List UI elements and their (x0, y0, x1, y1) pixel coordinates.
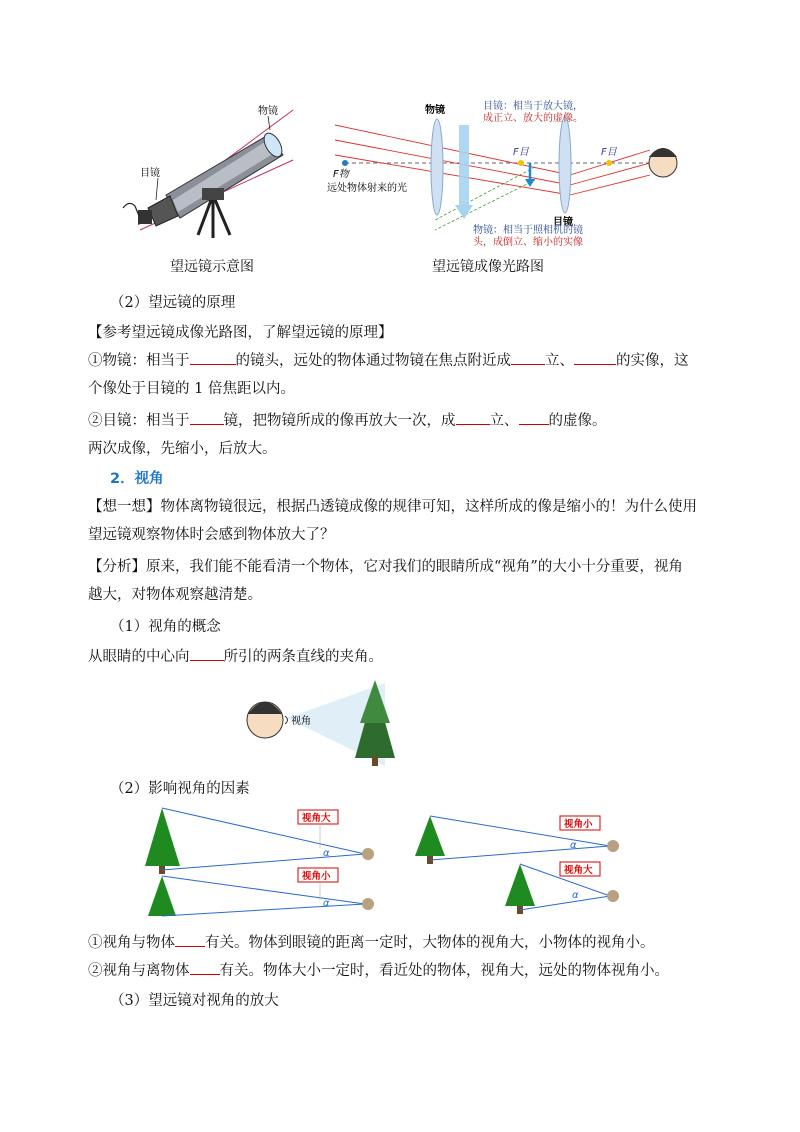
concept-title: （1）视角的概念 (110, 619, 221, 635)
objective-text-d: 的实像，这 (616, 353, 689, 369)
blank-eyepiece-1[interactable] (190, 410, 224, 425)
factors-figure (140, 806, 630, 924)
ray-label-far-light: 远处物体射来的光 (327, 183, 407, 194)
tag-angle-small-left: 视角小 (302, 871, 331, 882)
factor-2-sentence (88, 960, 669, 982)
ray-label-f-obj: F物 (333, 169, 349, 180)
blank-objective-2[interactable] (511, 350, 545, 365)
think-paragraph-2: 望远镜观察物体时会感到物体放大了？ (88, 527, 335, 543)
telescope-label-objective: 物镜 (258, 106, 278, 117)
tag-angle-big-right: 视角大 (564, 865, 593, 876)
eyepiece-text-d: 的虚像。 (548, 413, 607, 429)
alpha-left-2: α (323, 898, 330, 909)
heading-visual-angle: 2．视角 (110, 471, 164, 487)
ray-diagram-figure (325, 95, 695, 250)
ray-note-eyepiece-1: 目镜：相当于放大镜， (483, 101, 583, 112)
blank-factor-2[interactable] (190, 960, 220, 975)
telescope-label-eyepiece: 目镜 (140, 168, 160, 179)
eyepiece-sentence (88, 410, 607, 432)
section-2-reference: 【参考望远镜成像光路图，了解望远镜的原理】 (88, 325, 393, 341)
blank-objective-1[interactable] (190, 350, 236, 365)
blank-eyepiece-2[interactable] (456, 410, 490, 425)
objective-sentence-cont: 个像处于目镜的 1 倍焦距以内。 (88, 381, 295, 397)
eyepiece-text-c: 立、 (489, 413, 519, 429)
section-2-title: （2）望远镜的原理 (110, 295, 236, 311)
ray-label-f-eye-2: F目 (601, 147, 617, 158)
eyepiece-text-a: ②目镜：相当于 (88, 413, 190, 429)
alpha-right-2: α (572, 890, 579, 901)
eyepiece-text-b: 镜，把物镜所成的像再放大一次，成 (223, 413, 456, 429)
think-paragraph-1: 【想一想】物体离物镜很远，根据凸透镜成像的规律可知，这样所成的像是缩小的！为什么使用 (88, 499, 697, 515)
visual-angle-label: 视角 (291, 716, 311, 727)
tag-angle-small-right: 视角小 (564, 819, 593, 830)
ray-note-objective-2: 头，成倒立、缩小的实像 (473, 237, 583, 248)
blank-concept[interactable] (190, 646, 224, 661)
objective-sentence (88, 350, 689, 372)
concept-text-a: 从眼睛的中心向 (88, 649, 190, 665)
ray-note-objective-1: 物镜：相当于照相机的镜 (473, 225, 583, 236)
analysis-paragraph-1: 【分析】原来，我们能不能看清一个物体，它对我们的眼睛所成“视角”的大小十分重要，视角 (88, 559, 683, 575)
visual-angle-figure (235, 678, 425, 770)
concept-sentence (88, 646, 383, 668)
tag-angle-big-left: 视角大 (302, 813, 331, 824)
ray-diagram-caption: 望远镜成像光路图 (432, 259, 544, 275)
objective-text-c: 立、 (545, 353, 574, 369)
telescope-figure (118, 100, 308, 250)
twice-imaging-note: 两次成像，先缩小，后放大。 (88, 441, 277, 457)
factor-1-text-a: ①视角与物体 (88, 935, 175, 951)
ray-label-eyepiece: 目镜 (553, 217, 573, 228)
alpha-left-1: α (323, 848, 330, 859)
blank-factor-1[interactable] (175, 932, 205, 947)
alpha-right-1: α (570, 840, 577, 851)
factor-1-sentence (88, 932, 655, 954)
magnification-title: （3）望远镜对视角的放大 (110, 993, 279, 1009)
factor-2-text-b: 有关。物体大小一定时，看近处的物体，视角大，远处的物体视角小。 (219, 963, 669, 979)
telescope-caption: 望远镜示意图 (170, 259, 254, 275)
analysis-paragraph-2: 越大，对物体观察越清楚。 (88, 587, 262, 603)
objective-text-b: 的镜头，远处的物体通过物镜在焦点附近成 (235, 353, 511, 369)
factor-1-text-b: 有关。物体到眼镜的距离一定时，大物体的视角大，小物体的视角小。 (205, 935, 655, 951)
objective-text-a: ①物镜：相当于 (88, 353, 190, 369)
factor-2-text-a: ②视角与离物体 (88, 963, 190, 979)
ray-label-f-eye-1: F目 (513, 147, 529, 158)
concept-text-b: 所引的两条直线的夹角。 (223, 649, 383, 665)
ray-note-eyepiece-2: 成正立、放大的虚像。 (483, 113, 583, 124)
blank-objective-3[interactable] (574, 350, 616, 365)
ray-label-objective: 物镜 (425, 105, 445, 116)
factors-title: （2）影响视角的因素 (110, 781, 250, 797)
blank-eyepiece-3[interactable] (519, 410, 549, 425)
